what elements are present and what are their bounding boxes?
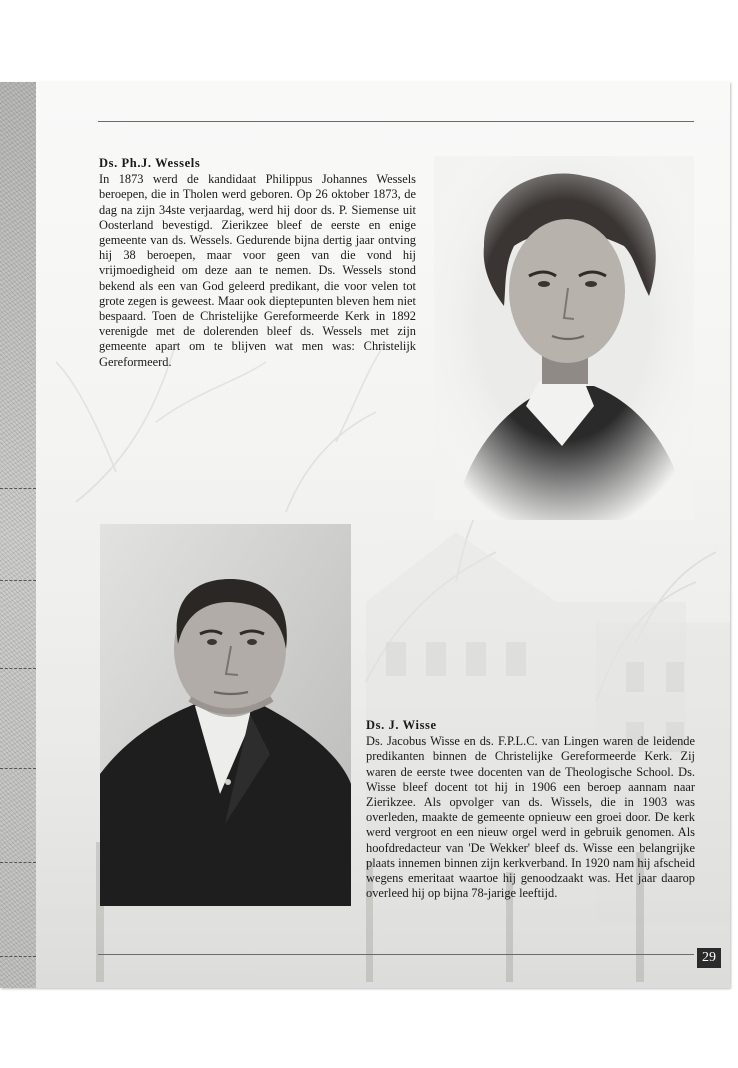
article-title: Ds. J. Wisse	[366, 718, 437, 732]
article-title: Ds. Ph.J. Wessels	[99, 156, 201, 170]
spine-mark	[0, 488, 36, 489]
spine-mark	[0, 768, 36, 769]
spine-mark	[0, 668, 36, 669]
top-rule	[98, 121, 694, 122]
article-body: Ds. Jacobus Wisse en ds. F.P.L.C. van Lingen waren de leidende predikanten binnen de Christelijke Gereformeerde Kerk. Zij waren de eerste twee docenten van de Theologische School. Ds. Wisse bleef docent tot hij in 1906 een beroep aannam naar Zierikzee. Als opvolger van ds. Wissels, die in 1903 was overleden, maakte de gemeente opnieuw een groei door. De kerk werd vergroot en een nieuw orgel werd in gebruik genomen. Als hoofdredacteur van 'De Wekker' bleef ds. Wisse een belangrijke plaats innemen binnen zijn kerkverband. In 1920 nam hij afscheid wegens emeritaat waartoe hij genoodzaakt was. Het jaar daarop overleed hij op bijna 78-jarige leeftijd.	[366, 734, 695, 901]
bottom-rule	[98, 954, 694, 955]
binding-spine	[0, 82, 36, 988]
spine-mark	[0, 862, 36, 863]
article-wisse	[366, 718, 695, 901]
spine-mark	[0, 580, 36, 581]
article-body: In 1873 werd de kandidaat Philippus Johannes Wessels beroepen, die in Tholen werd geboren. Op 26 oktober 1873, de dag na zijn 34ste verjaardag, werd hij door ds. P. Siemense uit Oosterland bevestigd. Zierikzee bleef de eerste en enige gemeente van ds. Wessels. Gedurende bijna dertig jaar ontving hij 38 beroepen, maar voor geen van die vond hij vrijmoedigheid om deze aan te nemen. Ds. Wessels stond bekend als een van God geleerd predikant, die voor velen tot grote zegen is geweest. Maar ook dieptepunten bleven hem niet bespaard. Toen de Christelijke Gereformeerde Kerk in 1892 verenigde met de dolerenden bleef ds. Wessels met zijn gemeente apart om te blijven wat men was: Christelijk Gereformeerd.	[99, 172, 416, 369]
spine-mark	[0, 956, 36, 957]
page-number: 29	[697, 948, 721, 968]
article-wessels	[99, 156, 416, 370]
portrait-photo-wessels	[434, 156, 694, 520]
portrait-photo-wisse	[100, 524, 351, 906]
